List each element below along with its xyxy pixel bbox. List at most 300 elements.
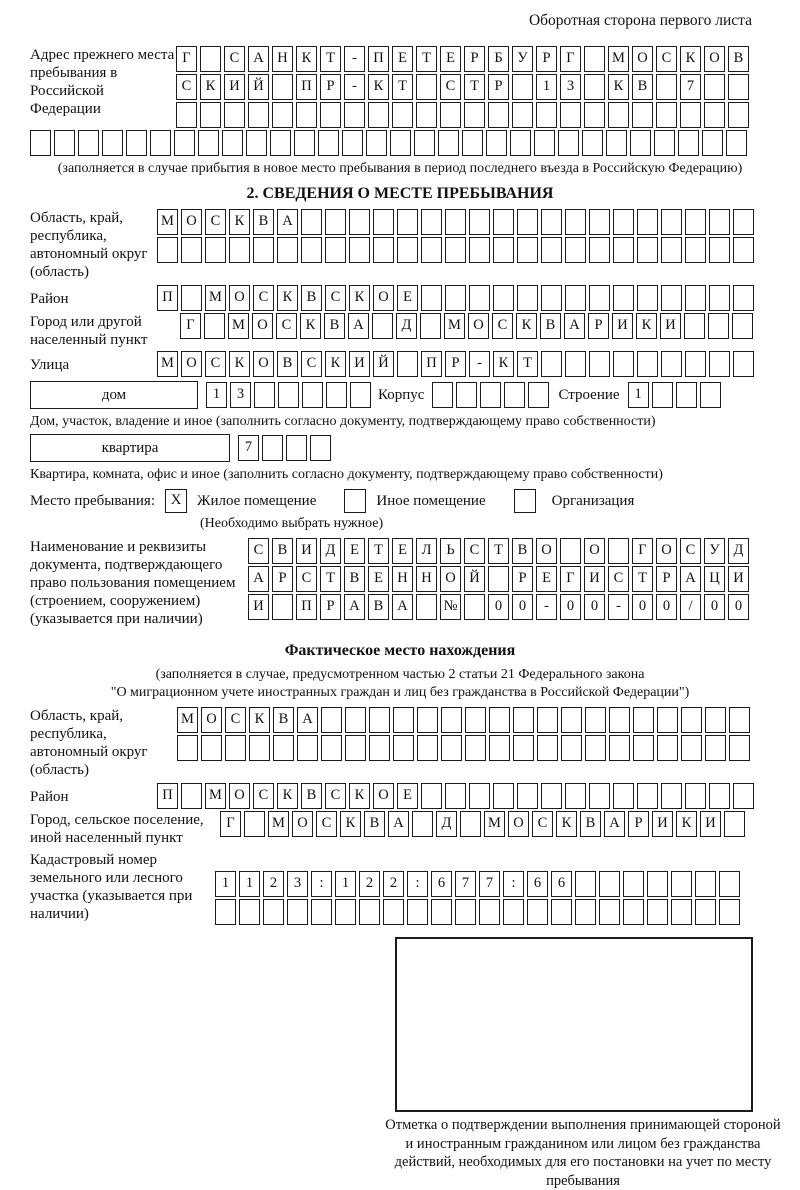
- char-cell[interactable]: К: [229, 351, 250, 377]
- char-cell[interactable]: Д: [320, 538, 341, 564]
- house-type-box[interactable]: дом: [30, 381, 198, 409]
- char-cell[interactable]: [273, 735, 294, 761]
- char-cell[interactable]: Е: [397, 285, 418, 311]
- char-cell[interactable]: [684, 313, 705, 339]
- char-cell[interactable]: А: [348, 313, 369, 339]
- char-cell[interactable]: Р: [628, 811, 649, 837]
- char-cell[interactable]: О: [656, 538, 677, 564]
- char-cell[interactable]: К: [200, 74, 221, 100]
- char-cell[interactable]: А: [388, 811, 409, 837]
- cadastral-row2[interactable]: [215, 899, 743, 925]
- char-cell[interactable]: О: [373, 285, 394, 311]
- char-cell[interactable]: [445, 237, 466, 263]
- char-cell[interactable]: [681, 707, 702, 733]
- char-cell[interactable]: 7: [455, 871, 476, 897]
- char-cell[interactable]: [270, 130, 291, 156]
- char-cell[interactable]: М: [228, 313, 249, 339]
- char-cell[interactable]: И: [224, 74, 245, 100]
- char-cell[interactable]: -: [536, 594, 557, 620]
- char-cell[interactable]: [301, 237, 322, 263]
- char-cell[interactable]: Е: [536, 566, 557, 592]
- char-cell[interactable]: [416, 74, 437, 100]
- char-cell[interactable]: П: [157, 285, 178, 311]
- char-cell[interactable]: [632, 102, 653, 128]
- char-cell[interactable]: [181, 783, 202, 809]
- region-row1[interactable]: [157, 209, 757, 235]
- char-cell[interactable]: [412, 811, 433, 837]
- char-cell[interactable]: Т: [320, 566, 341, 592]
- char-cell[interactable]: [493, 237, 514, 263]
- char-cell[interactable]: 0: [704, 594, 725, 620]
- char-cell[interactable]: [732, 313, 753, 339]
- char-cell[interactable]: 0: [488, 594, 509, 620]
- char-cell[interactable]: 3: [230, 382, 251, 408]
- char-cell[interactable]: В: [512, 538, 533, 564]
- char-cell[interactable]: [349, 209, 370, 235]
- char-cell[interactable]: К: [229, 209, 250, 235]
- char-cell[interactable]: [695, 899, 716, 925]
- char-cell[interactable]: [589, 783, 610, 809]
- char-cell[interactable]: [441, 735, 462, 761]
- char-cell[interactable]: С: [205, 351, 226, 377]
- char-cell[interactable]: О: [229, 783, 250, 809]
- char-cell[interactable]: О: [536, 538, 557, 564]
- char-cell[interactable]: [504, 382, 525, 408]
- char-cell[interactable]: [397, 209, 418, 235]
- char-cell[interactable]: [585, 707, 606, 733]
- char-cell[interactable]: [244, 811, 265, 837]
- char-cell[interactable]: [486, 130, 507, 156]
- char-cell[interactable]: [326, 382, 347, 408]
- char-cell[interactable]: С: [532, 811, 553, 837]
- char-cell[interactable]: [320, 102, 341, 128]
- char-cell[interactable]: [671, 899, 692, 925]
- char-cell[interactable]: [397, 237, 418, 263]
- char-cell[interactable]: [513, 735, 534, 761]
- char-cell[interactable]: [421, 285, 442, 311]
- char-cell[interactable]: С: [205, 209, 226, 235]
- char-cell[interactable]: У: [512, 46, 533, 72]
- char-cell[interactable]: [321, 707, 342, 733]
- char-cell[interactable]: [464, 102, 485, 128]
- char-cell[interactable]: [225, 735, 246, 761]
- char-cell[interactable]: [440, 102, 461, 128]
- char-cell[interactable]: [126, 130, 147, 156]
- char-cell[interactable]: [321, 735, 342, 761]
- char-cell[interactable]: М: [484, 811, 505, 837]
- char-cell[interactable]: [416, 102, 437, 128]
- char-cell[interactable]: [368, 102, 389, 128]
- char-cell[interactable]: В: [253, 209, 274, 235]
- char-cell[interactable]: [589, 285, 610, 311]
- char-cell[interactable]: Г: [560, 566, 581, 592]
- char-cell[interactable]: [325, 237, 346, 263]
- char-cell[interactable]: Н: [416, 566, 437, 592]
- char-cell[interactable]: [445, 209, 466, 235]
- char-cell[interactable]: Ь: [440, 538, 461, 564]
- char-cell[interactable]: [705, 707, 726, 733]
- char-cell[interactable]: [465, 735, 486, 761]
- char-cell[interactable]: [637, 783, 658, 809]
- char-cell[interactable]: В: [301, 285, 322, 311]
- char-cell[interactable]: И: [700, 811, 721, 837]
- char-cell[interactable]: [420, 313, 441, 339]
- char-cell[interactable]: [637, 209, 658, 235]
- char-cell[interactable]: О: [181, 351, 202, 377]
- char-cell[interactable]: И: [349, 351, 370, 377]
- char-cell[interactable]: [157, 237, 178, 263]
- char-cell[interactable]: [369, 707, 390, 733]
- char-cell[interactable]: К: [249, 707, 270, 733]
- char-cell[interactable]: Д: [396, 313, 417, 339]
- char-cell[interactable]: А: [680, 566, 701, 592]
- char-cell[interactable]: В: [273, 707, 294, 733]
- char-cell[interactable]: [700, 382, 721, 408]
- char-cell[interactable]: [445, 285, 466, 311]
- char-cell[interactable]: [359, 899, 380, 925]
- char-cell[interactable]: [392, 102, 413, 128]
- char-cell[interactable]: [633, 707, 654, 733]
- char-cell[interactable]: [493, 209, 514, 235]
- char-cell[interactable]: [417, 707, 438, 733]
- char-cell[interactable]: [489, 735, 510, 761]
- char-cell[interactable]: [599, 899, 620, 925]
- char-cell[interactable]: В: [364, 811, 385, 837]
- char-cell[interactable]: [373, 209, 394, 235]
- char-cell[interactable]: [517, 237, 538, 263]
- char-cell[interactable]: [709, 351, 730, 377]
- char-cell[interactable]: [248, 102, 269, 128]
- char-cell[interactable]: [201, 735, 222, 761]
- char-cell[interactable]: [372, 313, 393, 339]
- char-cell[interactable]: -: [469, 351, 490, 377]
- char-cell[interactable]: М: [608, 46, 629, 72]
- char-cell[interactable]: [565, 351, 586, 377]
- char-cell[interactable]: [708, 313, 729, 339]
- char-cell[interactable]: -: [344, 46, 365, 72]
- char-cell[interactable]: К: [277, 783, 298, 809]
- char-cell[interactable]: 3: [560, 74, 581, 100]
- char-cell[interactable]: [541, 237, 562, 263]
- char-cell[interactable]: [702, 130, 723, 156]
- char-cell[interactable]: Г: [560, 46, 581, 72]
- region-row2[interactable]: [157, 237, 757, 263]
- char-cell[interactable]: [366, 130, 387, 156]
- char-cell[interactable]: [733, 209, 754, 235]
- char-cell[interactable]: О: [181, 209, 202, 235]
- char-cell[interactable]: О: [252, 313, 273, 339]
- char-cell[interactable]: [272, 102, 293, 128]
- char-cell[interactable]: У: [704, 538, 725, 564]
- char-cell[interactable]: Т: [517, 351, 538, 377]
- char-cell[interactable]: П: [296, 594, 317, 620]
- char-cell[interactable]: Н: [272, 46, 293, 72]
- actual-region-row2[interactable]: [177, 735, 753, 761]
- char-cell[interactable]: И: [660, 313, 681, 339]
- char-cell[interactable]: П: [296, 74, 317, 100]
- char-cell[interactable]: [676, 382, 697, 408]
- char-cell[interactable]: А: [564, 313, 585, 339]
- char-cell[interactable]: [517, 285, 538, 311]
- char-cell[interactable]: И: [296, 538, 317, 564]
- char-cell[interactable]: Е: [397, 783, 418, 809]
- char-cell[interactable]: [414, 130, 435, 156]
- street-row[interactable]: [157, 351, 757, 377]
- char-cell[interactable]: К: [516, 313, 537, 339]
- char-cell[interactable]: Е: [392, 46, 413, 72]
- char-cell[interactable]: [584, 102, 605, 128]
- char-cell[interactable]: [200, 46, 221, 72]
- char-cell[interactable]: [325, 209, 346, 235]
- char-cell[interactable]: И: [248, 594, 269, 620]
- char-cell[interactable]: [512, 74, 533, 100]
- char-cell[interactable]: [246, 130, 267, 156]
- char-cell[interactable]: /: [680, 594, 701, 620]
- char-cell[interactable]: [373, 237, 394, 263]
- char-cell[interactable]: [456, 382, 477, 408]
- char-cell[interactable]: С: [248, 538, 269, 564]
- char-cell[interactable]: Д: [436, 811, 457, 837]
- char-cell[interactable]: [438, 130, 459, 156]
- char-cell[interactable]: Т: [416, 46, 437, 72]
- char-cell[interactable]: Е: [344, 538, 365, 564]
- char-cell[interactable]: А: [248, 46, 269, 72]
- char-cell[interactable]: 1: [628, 382, 649, 408]
- char-cell[interactable]: [488, 102, 509, 128]
- char-cell[interactable]: 1: [536, 74, 557, 100]
- char-cell[interactable]: [541, 783, 562, 809]
- char-cell[interactable]: П: [157, 783, 178, 809]
- char-cell[interactable]: [733, 783, 754, 809]
- actual-region-row1[interactable]: [177, 707, 753, 733]
- char-cell[interactable]: 1: [239, 871, 260, 897]
- char-cell[interactable]: 0: [560, 594, 581, 620]
- char-cell[interactable]: Й: [248, 74, 269, 100]
- char-cell[interactable]: [623, 871, 644, 897]
- char-cell[interactable]: [541, 209, 562, 235]
- char-cell[interactable]: [469, 285, 490, 311]
- char-cell[interactable]: [558, 130, 579, 156]
- char-cell[interactable]: [589, 351, 610, 377]
- char-cell[interactable]: [513, 707, 534, 733]
- char-cell[interactable]: -: [608, 594, 629, 620]
- char-cell[interactable]: [417, 735, 438, 761]
- char-cell[interactable]: 2: [383, 871, 404, 897]
- char-cell[interactable]: [589, 237, 610, 263]
- char-cell[interactable]: [733, 285, 754, 311]
- char-cell[interactable]: [493, 783, 514, 809]
- char-cell[interactable]: [30, 130, 51, 156]
- char-cell[interactable]: [102, 130, 123, 156]
- char-cell[interactable]: С: [176, 74, 197, 100]
- char-cell[interactable]: 1: [335, 871, 356, 897]
- char-cell[interactable]: 0: [728, 594, 749, 620]
- char-cell[interactable]: [469, 209, 490, 235]
- char-cell[interactable]: Р: [464, 46, 485, 72]
- char-cell[interactable]: [681, 735, 702, 761]
- char-cell[interactable]: С: [224, 46, 245, 72]
- char-cell[interactable]: [560, 538, 581, 564]
- prev-address-row2[interactable]: [176, 74, 752, 100]
- char-cell[interactable]: [204, 313, 225, 339]
- char-cell[interactable]: [719, 899, 740, 925]
- char-cell[interactable]: [565, 209, 586, 235]
- char-cell[interactable]: В: [540, 313, 561, 339]
- document-row3[interactable]: [248, 594, 752, 620]
- char-cell[interactable]: [297, 735, 318, 761]
- char-cell[interactable]: Л: [416, 538, 437, 564]
- char-cell[interactable]: [630, 130, 651, 156]
- char-cell[interactable]: [390, 130, 411, 156]
- char-cell[interactable]: [654, 130, 675, 156]
- char-cell[interactable]: К: [296, 46, 317, 72]
- char-cell[interactable]: 0: [584, 594, 605, 620]
- char-cell[interactable]: №: [440, 594, 461, 620]
- char-cell[interactable]: [537, 735, 558, 761]
- char-cell[interactable]: [661, 237, 682, 263]
- char-cell[interactable]: [704, 102, 725, 128]
- char-cell[interactable]: К: [277, 285, 298, 311]
- char-cell[interactable]: [719, 871, 740, 897]
- char-cell[interactable]: [709, 285, 730, 311]
- char-cell[interactable]: С: [325, 783, 346, 809]
- char-cell[interactable]: Т: [320, 46, 341, 72]
- char-cell[interactable]: К: [325, 351, 346, 377]
- char-cell[interactable]: [181, 285, 202, 311]
- prev-address-row4[interactable]: [30, 130, 770, 156]
- char-cell[interactable]: [78, 130, 99, 156]
- char-cell[interactable]: М: [157, 351, 178, 377]
- char-cell[interactable]: А: [392, 594, 413, 620]
- char-cell[interactable]: [657, 707, 678, 733]
- char-cell[interactable]: :: [503, 871, 524, 897]
- char-cell[interactable]: [606, 130, 627, 156]
- char-cell[interactable]: [462, 130, 483, 156]
- char-cell[interactable]: [565, 237, 586, 263]
- char-cell[interactable]: [272, 594, 293, 620]
- char-cell[interactable]: [493, 285, 514, 311]
- char-cell[interactable]: О: [373, 783, 394, 809]
- char-cell[interactable]: [239, 899, 260, 925]
- char-cell[interactable]: [709, 237, 730, 263]
- char-cell[interactable]: К: [300, 313, 321, 339]
- city-row[interactable]: [180, 313, 756, 339]
- char-cell[interactable]: [344, 102, 365, 128]
- char-cell[interactable]: С: [680, 538, 701, 564]
- char-cell[interactable]: [685, 209, 706, 235]
- structure-cells[interactable]: [628, 382, 724, 408]
- char-cell[interactable]: [350, 382, 371, 408]
- char-cell[interactable]: [431, 899, 452, 925]
- char-cell[interactable]: [584, 46, 605, 72]
- char-cell[interactable]: [455, 899, 476, 925]
- char-cell[interactable]: [150, 130, 171, 156]
- document-row2[interactable]: [248, 566, 752, 592]
- char-cell[interactable]: Г: [632, 538, 653, 564]
- char-cell[interactable]: [215, 899, 236, 925]
- char-cell[interactable]: Д: [728, 538, 749, 564]
- char-cell[interactable]: [585, 735, 606, 761]
- char-cell[interactable]: [517, 209, 538, 235]
- char-cell[interactable]: В: [272, 538, 293, 564]
- char-cell[interactable]: [589, 209, 610, 235]
- char-cell[interactable]: 7: [680, 74, 701, 100]
- char-cell[interactable]: [637, 285, 658, 311]
- char-cell[interactable]: [369, 735, 390, 761]
- char-cell[interactable]: [633, 735, 654, 761]
- char-cell[interactable]: М: [205, 783, 226, 809]
- char-cell[interactable]: О: [253, 351, 274, 377]
- char-cell[interactable]: [407, 899, 428, 925]
- char-cell[interactable]: Т: [368, 538, 389, 564]
- char-cell[interactable]: И: [584, 566, 605, 592]
- char-cell[interactable]: К: [676, 811, 697, 837]
- char-cell[interactable]: [575, 871, 596, 897]
- char-cell[interactable]: 7: [479, 871, 500, 897]
- char-cell[interactable]: И: [612, 313, 633, 339]
- char-cell[interactable]: [253, 237, 274, 263]
- char-cell[interactable]: Б: [488, 46, 509, 72]
- char-cell[interactable]: С: [464, 538, 485, 564]
- char-cell[interactable]: Р: [320, 594, 341, 620]
- char-cell[interactable]: К: [340, 811, 361, 837]
- char-cell[interactable]: [661, 285, 682, 311]
- char-cell[interactable]: К: [368, 74, 389, 100]
- char-cell[interactable]: [397, 351, 418, 377]
- char-cell[interactable]: [678, 130, 699, 156]
- char-cell[interactable]: С: [276, 313, 297, 339]
- char-cell[interactable]: [657, 735, 678, 761]
- char-cell[interactable]: [469, 237, 490, 263]
- apartment-type-box[interactable]: квартира: [30, 434, 230, 462]
- char-cell[interactable]: [652, 382, 673, 408]
- char-cell[interactable]: С: [608, 566, 629, 592]
- char-cell[interactable]: Р: [588, 313, 609, 339]
- char-cell[interactable]: О: [468, 313, 489, 339]
- char-cell[interactable]: [205, 237, 226, 263]
- char-cell[interactable]: [383, 899, 404, 925]
- char-cell[interactable]: [277, 237, 298, 263]
- char-cell[interactable]: М: [268, 811, 289, 837]
- char-cell[interactable]: Т: [464, 74, 485, 100]
- char-cell[interactable]: [286, 435, 307, 461]
- char-cell[interactable]: [637, 351, 658, 377]
- char-cell[interactable]: [575, 899, 596, 925]
- char-cell[interactable]: В: [728, 46, 749, 72]
- char-cell[interactable]: 7: [238, 435, 259, 461]
- char-cell[interactable]: [656, 74, 677, 100]
- char-cell[interactable]: С: [316, 811, 337, 837]
- char-cell[interactable]: [393, 735, 414, 761]
- char-cell[interactable]: [510, 130, 531, 156]
- char-cell[interactable]: И: [728, 566, 749, 592]
- char-cell[interactable]: [318, 130, 339, 156]
- char-cell[interactable]: 0: [656, 594, 677, 620]
- char-cell[interactable]: А: [297, 707, 318, 733]
- char-cell[interactable]: С: [440, 74, 461, 100]
- char-cell[interactable]: Т: [392, 74, 413, 100]
- char-cell[interactable]: [527, 899, 548, 925]
- char-cell[interactable]: [302, 382, 323, 408]
- char-cell[interactable]: Р: [272, 566, 293, 592]
- char-cell[interactable]: [623, 899, 644, 925]
- char-cell[interactable]: С: [296, 566, 317, 592]
- char-cell[interactable]: Е: [392, 538, 413, 564]
- char-cell[interactable]: [661, 783, 682, 809]
- char-cell[interactable]: [345, 735, 366, 761]
- char-cell[interactable]: А: [344, 594, 365, 620]
- char-cell[interactable]: [254, 382, 275, 408]
